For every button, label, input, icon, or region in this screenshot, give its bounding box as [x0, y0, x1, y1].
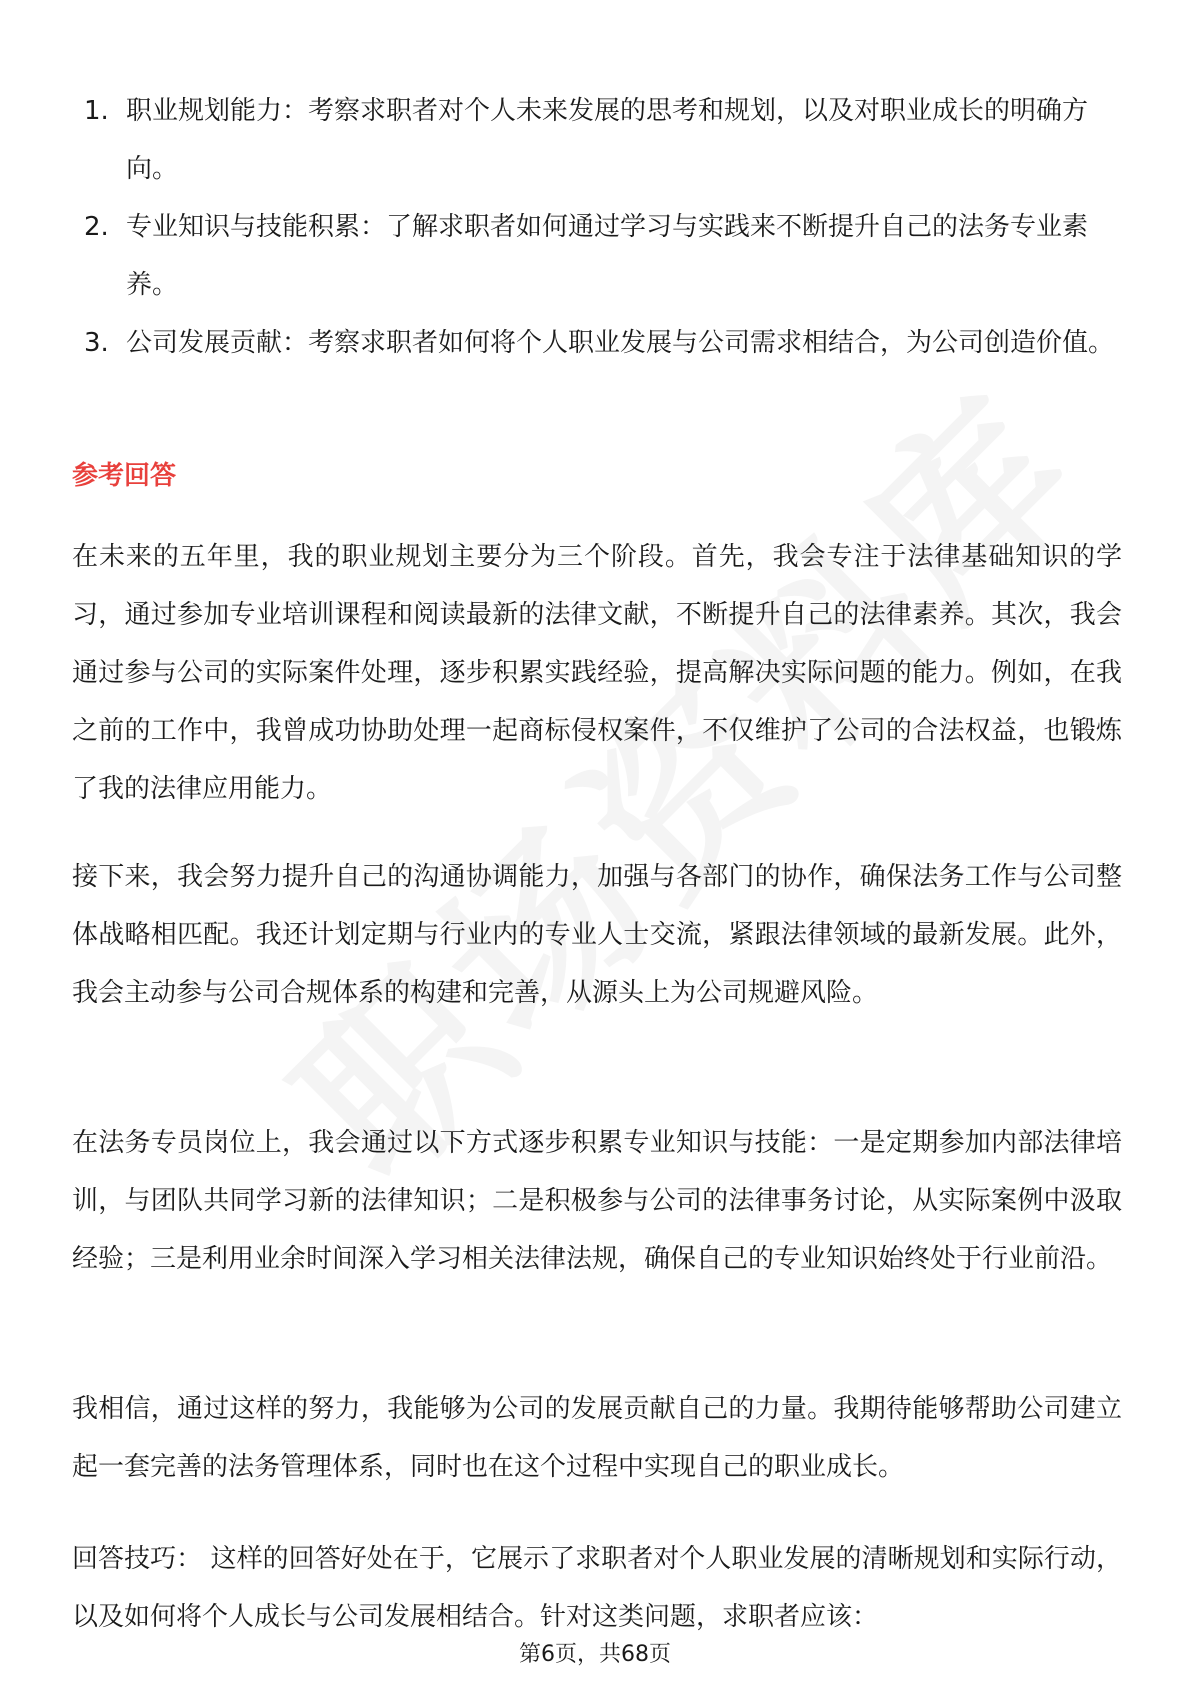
list-item-text: 公司发展贡献：考察求职者如何将个人职业发展与公司需求相结合，为公司创造价值。 — [126, 328, 1115, 358]
list-number: 2. — [84, 212, 109, 242]
answer-paragraph: 接下来，我会努力提升自己的沟通协调能力，加强与各部门的协作，确保法务工作与公司整体战略相匹配。我还计划定期与行业内的专业人士交流，紧跟法律领域的最新发展。此外，我会主动参与公司合规体系的构建和完善，从源头上为公司规避风险。 — [72, 862, 1122, 1008]
answer-paragraph: 在未来的五年里，我的职业规划主要分为三个阶段。首先，我会专注于法律基础知识的学习，通过参加专业培训课程和阅读最新的法律文献，不断提升自己的法律素养。其次，我会通过参与公司的实际案件处理，逐步积累实践经验，提高解决实际问题的能力。例如，在我之前的工作中，我曾成功协助处理一起商标侵权案件，不仅维护了公司的合法权益，也锻炼了我的法律应用能力。 — [72, 542, 1122, 804]
list-number: 1. — [84, 96, 109, 126]
list-item — [84, 314, 1124, 372]
answer-paragraph: 在法务专员岗位上，我会通过以下方式逐步积累专业知识与技能：一是定期参加内部法律培训，与团队共同学习新的法律知识；二是积极参与公司的法律事务讨论，从实际案例中汲取经验；三是利用业余时间深入学习相关法律法规，确保自己的专业知识始终处于行业前沿。 — [72, 1128, 1122, 1274]
criteria-list — [84, 82, 1124, 372]
answer-tips: 回答技巧： 这样的回答好处在于，它展示了求职者对个人职业发展的清晰规划和实际行动，以及如何将个人成长与公司发展相结合。针对这类问题，求职者应该： — [72, 1544, 1122, 1632]
list-item-text: 职业规划能力：考察求职者对个人未来发展的思考和规划，以及对职业成长的明确方向。 — [126, 96, 1089, 184]
list-item — [84, 198, 1124, 314]
list-number: 3. — [84, 328, 109, 358]
section-title-reference-answer: 参考回答 — [72, 461, 177, 491]
list-item — [84, 82, 1124, 198]
list-item-text: 专业知识与技能积累：了解求职者如何通过学习与实践来不断提升自己的法务专业素养。 — [126, 212, 1089, 300]
answer-paragraph: 我相信，通过这样的努力，我能够为公司的发展贡献自己的力量。我期待能够帮助公司建立起一套完善的法务管理体系，同时也在这个过程中实现自己的职业成长。 — [72, 1394, 1122, 1482]
page-number-footer: 第6页，共68页 — [519, 1642, 671, 1667]
